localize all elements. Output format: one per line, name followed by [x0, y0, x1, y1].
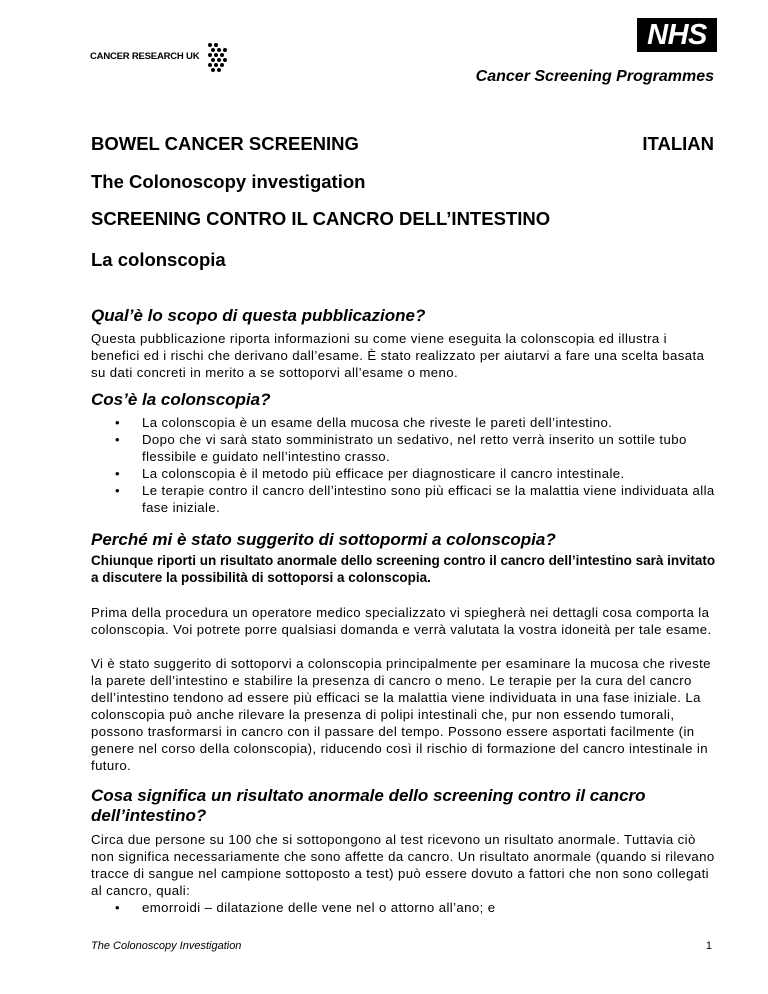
english-main-title: BOWEL CANCER SCREENING [91, 133, 359, 154]
list-item: • Dopo che vi sarà stato somministrato un sedativo, nel retto verrà inserito un sottile tubo flessibile e guidato nell’intestino crasso. [115, 431, 716, 465]
nhs-logo: NHS [637, 18, 717, 52]
section-body: Circa due persone su 100 che si sottopongono al test ricevono un risultato anormale. Tuttavia ciò non significa necessariamente che sono affette da cancro. Un risultato anormale (quando si rilevano tracce di sangue nel campione sottoposto a test) può essere dovuto a fattori che non sono collegati al cancro, quali: [91, 832, 715, 898]
bullet-list [115, 414, 716, 516]
section-heading: Qual’è lo scopo di questa pubblicazione? [91, 306, 426, 325]
section-bold-intro: Chiunque riporti un risultato anormale dello screening contro il cancro dell’intestino sarà invitato a discutere la possibilità di sottoporsi a colonscopia. [91, 553, 716, 585]
list-item: • emorroidi – dilatazione delle vene nel o attorno all’ano; e [115, 899, 716, 916]
cruk-dots-icon [207, 42, 229, 74]
list-item: • La colonscopia è il metodo più efficace per diagnosticare il cancro intestinale. [115, 465, 716, 482]
section-heading: Perché mi è stato suggerito di sottopormi a colonscopia? [91, 530, 556, 549]
section-heading: Cosa significa un risultato anormale dello screening contro il cancro dell’intestino? [91, 786, 646, 825]
programmes-title: Cancer Screening Programmes [475, 68, 714, 85]
italian-subtitle: La colonscopia [91, 249, 226, 270]
section-paragraph: Prima della procedura un operatore medico specializzato vi spiegherà nei dettagli cosa comporta la colonscopia. Voi potrete porre qualsiasi domanda e verrà valutata la vostra idoneità per tale esame. [91, 605, 712, 637]
footer-document-title: The Colonoscopy Investigation [91, 940, 242, 952]
bullet-list [115, 899, 716, 916]
language-label: ITALIAN [642, 133, 714, 154]
section-abnormal-result [91, 786, 716, 916]
list-item: • Le terapie contro il cancro dell’intestino sono più efficaci se la malattia viene individuata alla fase iniziale. [115, 482, 716, 516]
section-body: Questa pubblicazione riporta informazioni su come viene eseguita la colonscopia ed illustra i benefici ed i rischi che derivano dall’esame. È stato realizzato per aiutarvi a fare una scelta basata su dati concreti in merito a se sottoporvi all’esame o meno. [91, 331, 705, 380]
section-heading: Cos’è la colonscopia? [91, 390, 271, 409]
list-item: • La colonscopia è un esame della mucosa che riveste le pareti dell’intestino. [115, 414, 716, 431]
section-why-suggested [91, 530, 716, 774]
italian-main-title: SCREENING CONTRO IL CANCRO DELL’INTESTINO [91, 208, 551, 229]
cancer-research-uk-logo [90, 38, 240, 78]
section-paragraph: Vi è stato suggerito di sottoporvi a colonscopia principalmente per esaminare la mucosa che riveste la parete dell’intestino e stabilire la presenza di cancro o meno. Le terapie per la cura del cancro dell’intestino tendono ad essere più efficaci se la malattia viene individuata in una fase iniziale. La colonscopia può anche rilevare la presenza di polipi intestinali che, pur non essendo tumorali, possono trasformarsi in cancro con il passare del tempo. Possono essere asportati facilmente (in genere nel corso della colonscopia), riducendo così il rischio di formazione del cancro intestinale in futuro. [91, 656, 711, 773]
section-what-is [91, 390, 716, 516]
english-subtitle: The Colonoscopy investigation [91, 171, 366, 192]
cruk-logo-text: CANCER RESEARCH UK [90, 51, 200, 62]
section-purpose [91, 306, 716, 381]
page-number: 1 [705, 940, 712, 952]
